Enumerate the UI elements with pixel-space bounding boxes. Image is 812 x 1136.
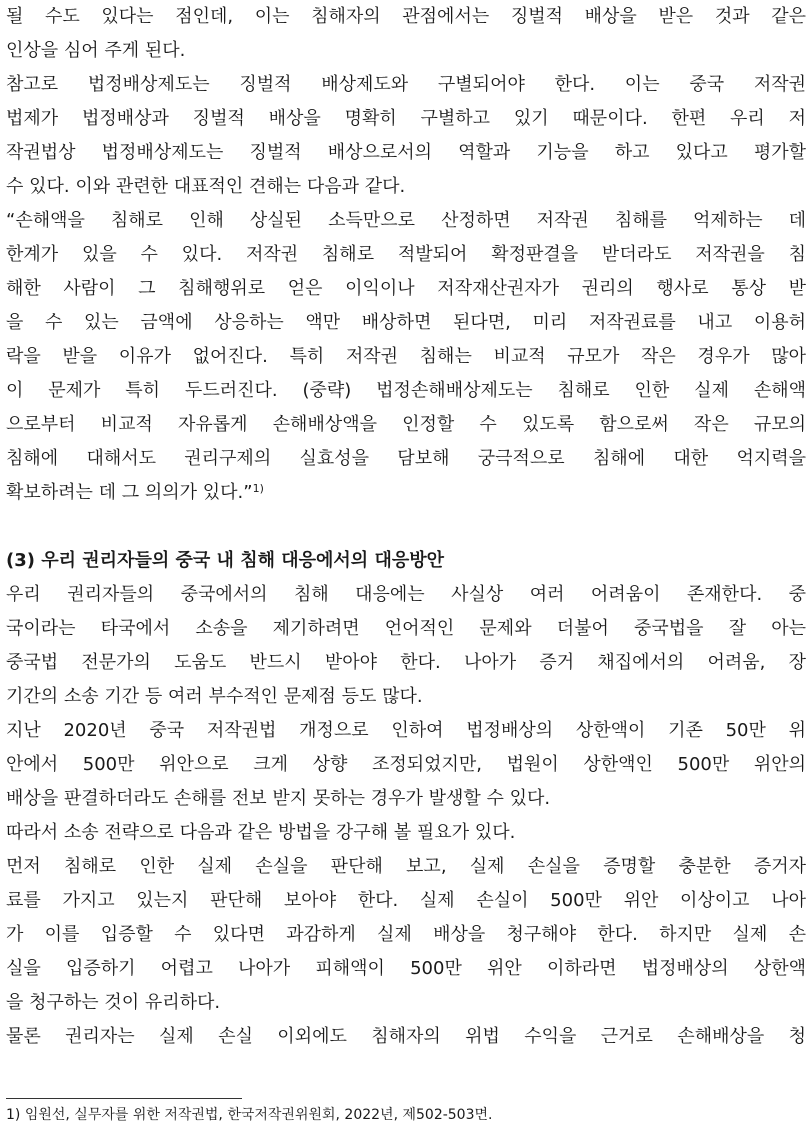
line-text: 우리 권리자들의 중국에서의 침해 대응에는 사실상 여러 어려움이 존재한다. 중 <box>6 584 806 605</box>
section-heading: (3) 우리 권리자들의 중국 내 침해 대응에서의 대응방안 <box>6 550 444 571</box>
document-page <box>6 0 806 1054</box>
line-text: 을 청구하는 것이 유리하다. <box>6 992 221 1013</box>
line-text: 안에서 500만 위안으로 크게 상향 조정되었지만, 법원이 상한액인 500만 위안의 <box>6 754 806 775</box>
line-text: 작권법상 법정배상제도는 징벌적 배상으로서의 역할과 기능을 하고 있다고 평가할 <box>6 142 806 163</box>
text-line <box>6 272 806 306</box>
line-text: 을 수 있는 금액에 상응하는 액만 배상하면 된다면, 미리 저작권료를 내고 이용허 <box>6 312 806 333</box>
text-line <box>6 408 806 442</box>
line-text: 수 있다. 이와 관련한 대표적인 견해는 다음과 같다. <box>6 176 406 197</box>
line-text: “손해액을 침해로 인해 상실된 소득만으로 산정하면 저작권 침해를 억제하는 데 <box>6 210 806 231</box>
text-line <box>6 68 806 102</box>
line-text: 해한 사람이 그 침해행위로 얻은 이익이나 저작재산권자가 권리의 행사로 통상 받 <box>6 278 806 299</box>
text-line <box>6 612 806 646</box>
body-section-1 <box>6 0 806 510</box>
line-text: 기간의 소송 기간 등 여러 부수적인 문제점 등도 많다. <box>6 686 423 707</box>
text-line <box>6 680 806 714</box>
text-line <box>6 884 806 918</box>
text-line <box>6 986 806 1020</box>
line-text: 물론 권리자는 실제 손실 이외에도 침해자의 위법 수익을 근거로 손해배상을 청 <box>6 1026 806 1047</box>
line-text: 국이라는 타국에서 소송을 제기하려면 언어적인 문제와 더불어 중국법을 잘 아는 <box>6 618 806 639</box>
line-text: 참고로 법정배상제도는 징벌적 배상제도와 구별되어야 한다. 이는 중국 저작권 <box>6 74 806 95</box>
body-section-2 <box>6 578 806 1054</box>
text-line <box>6 918 806 952</box>
line-text: 따라서 소송 전략으로 다음과 같은 방법을 강구해 볼 필요가 있다. <box>6 822 516 843</box>
text-line <box>6 136 806 170</box>
text-line <box>6 476 806 510</box>
text-line <box>6 374 806 408</box>
text-line <box>6 442 806 476</box>
line-text: 될 수도 있다는 점인데, 이는 침해자의 관점에서는 징벌적 배상을 받은 것과 같은 <box>6 6 806 27</box>
text-line <box>6 850 806 884</box>
footnote-divider <box>6 1098 242 1099</box>
text-line <box>6 646 806 680</box>
line-text: 가 이를 입증할 수 있다면 과감하게 실제 배상을 청구해야 한다. 하지만 실제 손 <box>6 924 806 945</box>
line-text: 락을 받을 이유가 없어진다. 특히 저작권 침해는 비교적 규모가 작은 경우가 많아 <box>6 346 806 367</box>
text-line <box>6 0 806 34</box>
text-line <box>6 816 806 850</box>
footnote-reference[interactable]: 1) <box>252 482 264 495</box>
text-line <box>6 782 806 816</box>
line-text: 으로부터 비교적 자유롭게 손해배상액을 인정할 수 있도록 함으로써 작은 규모의 <box>6 414 806 435</box>
text-line <box>6 578 806 612</box>
line-text: 법제가 법정배상과 징벌적 배상을 명확히 구별하고 있기 때문이다. 한편 우리 저 <box>6 108 806 129</box>
text-line <box>6 748 806 782</box>
footnote: 1) 임원선, 실무자를 위한 저작권법, 한국저작권위원회, 2022년, 제502-503면. <box>6 1107 493 1123</box>
line-text: 먼저 침해로 인한 실제 손실을 판단해 보고, 실제 손실을 증명할 충분한 증거자 <box>6 856 806 877</box>
line-text: 한계가 있을 수 있다. 저작권 침해로 적발되어 확정판결을 받더라도 저작권을 침 <box>6 244 806 265</box>
line-text: 침해에 대해서도 권리구제의 실효성을 담보해 궁극적으로 침해에 대한 억지력을 <box>6 448 806 469</box>
line-text: 배상을 판결하더라도 손해를 전보 받지 못하는 경우가 발생할 수 있다. <box>6 788 551 809</box>
line-text: 중국법 전문가의 도움도 반드시 받아야 한다. 나아가 증거 채집에서의 어려움, 장 <box>6 652 806 673</box>
text-line <box>6 340 806 374</box>
text-line <box>6 102 806 136</box>
text-line <box>6 952 806 986</box>
line-text: 료를 가지고 있는지 판단해 보아야 한다. 실제 손실이 500만 위안 이상이고 나아 <box>6 890 806 911</box>
text-line <box>6 34 806 68</box>
line-text: 실을 입증하기 어렵고 나아가 피해액이 500만 위안 이하라면 법정배상의 상한액 <box>6 958 806 979</box>
text-line <box>6 170 806 204</box>
line-text: 이 문제가 특히 두드러진다. (중략) 법정손해배상제도는 침해로 인한 실제 손해액 <box>6 380 806 401</box>
blank-line <box>6 510 806 544</box>
line-text: 지난 2020년 중국 저작권법 개정으로 인하여 법정배상의 상한액이 기존 50만 위 <box>6 720 806 741</box>
text-line <box>6 238 806 272</box>
text-line <box>6 306 806 340</box>
line-text: 확보하려는 데 그 의의가 있다.” <box>6 482 253 503</box>
text-line <box>6 204 806 238</box>
text-line <box>6 1020 806 1054</box>
text-line <box>6 714 806 748</box>
line-text: 인상을 심어 주게 된다. <box>6 40 186 61</box>
